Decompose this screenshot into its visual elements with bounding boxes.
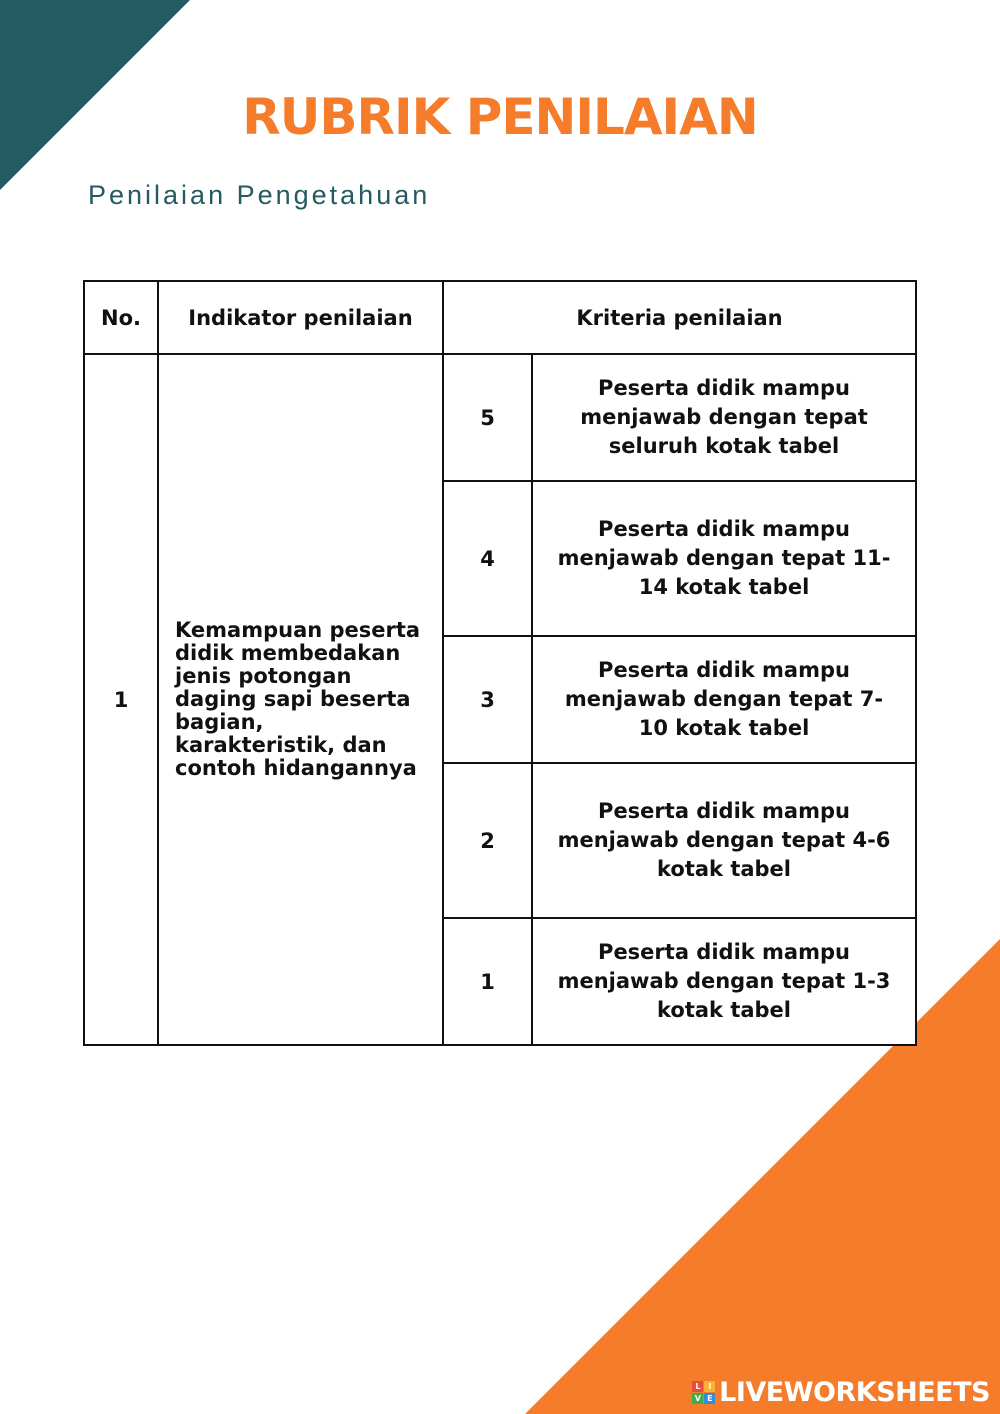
header-kriteria: Kriteria penilaian (443, 281, 916, 354)
logo-tile: L (692, 1381, 703, 1392)
criteria-description: Peserta didik mampu menjawab dengan tepat seluruh kotak tabel (532, 354, 916, 481)
table-row (84, 354, 916, 481)
criteria-description: Peserta didik mampu menjawab dengan tepat 1-3 kotak tabel (532, 918, 916, 1045)
page-title: RUBRIK PENILAIAN (242, 88, 758, 146)
liveworksheets-logo-icon (692, 1381, 715, 1404)
criteria-description: Peserta didik mampu menjawab dengan tepat 4-6 kotak tabel (532, 763, 916, 918)
liveworksheets-watermark (692, 1377, 990, 1408)
criteria-score: 4 (443, 481, 532, 636)
criteria-description: Peserta didik mampu menjawab dengan tepat 7-10 kotak tabel (532, 636, 916, 763)
criteria-score: 2 (443, 763, 532, 918)
criteria-score: 3 (443, 636, 532, 763)
criteria-description: Peserta didik mampu menjawab dengan tepat 11-14 kotak tabel (532, 481, 916, 636)
indikator-text: Kemampuan peserta didik membedakan jenis potongan daging sapi beserta bagian, karakteristik, dan contoh hidangannya (158, 354, 443, 1045)
logo-tile: E (704, 1393, 715, 1404)
logo-tile: V (692, 1393, 703, 1404)
logo-tile: I (704, 1381, 715, 1392)
rubric-table (83, 280, 917, 1046)
page-subtitle: Penilaian Pengetahuan (88, 180, 431, 210)
header-no: No. (84, 281, 158, 354)
criteria-score: 1 (443, 918, 532, 1045)
header-indikator: Indikator penilaian (158, 281, 443, 354)
table-header-row (84, 281, 916, 354)
row-number: 1 (84, 354, 158, 1045)
criteria-score: 5 (443, 354, 532, 481)
watermark-text: LIVEWORKSHEETS (719, 1377, 990, 1408)
